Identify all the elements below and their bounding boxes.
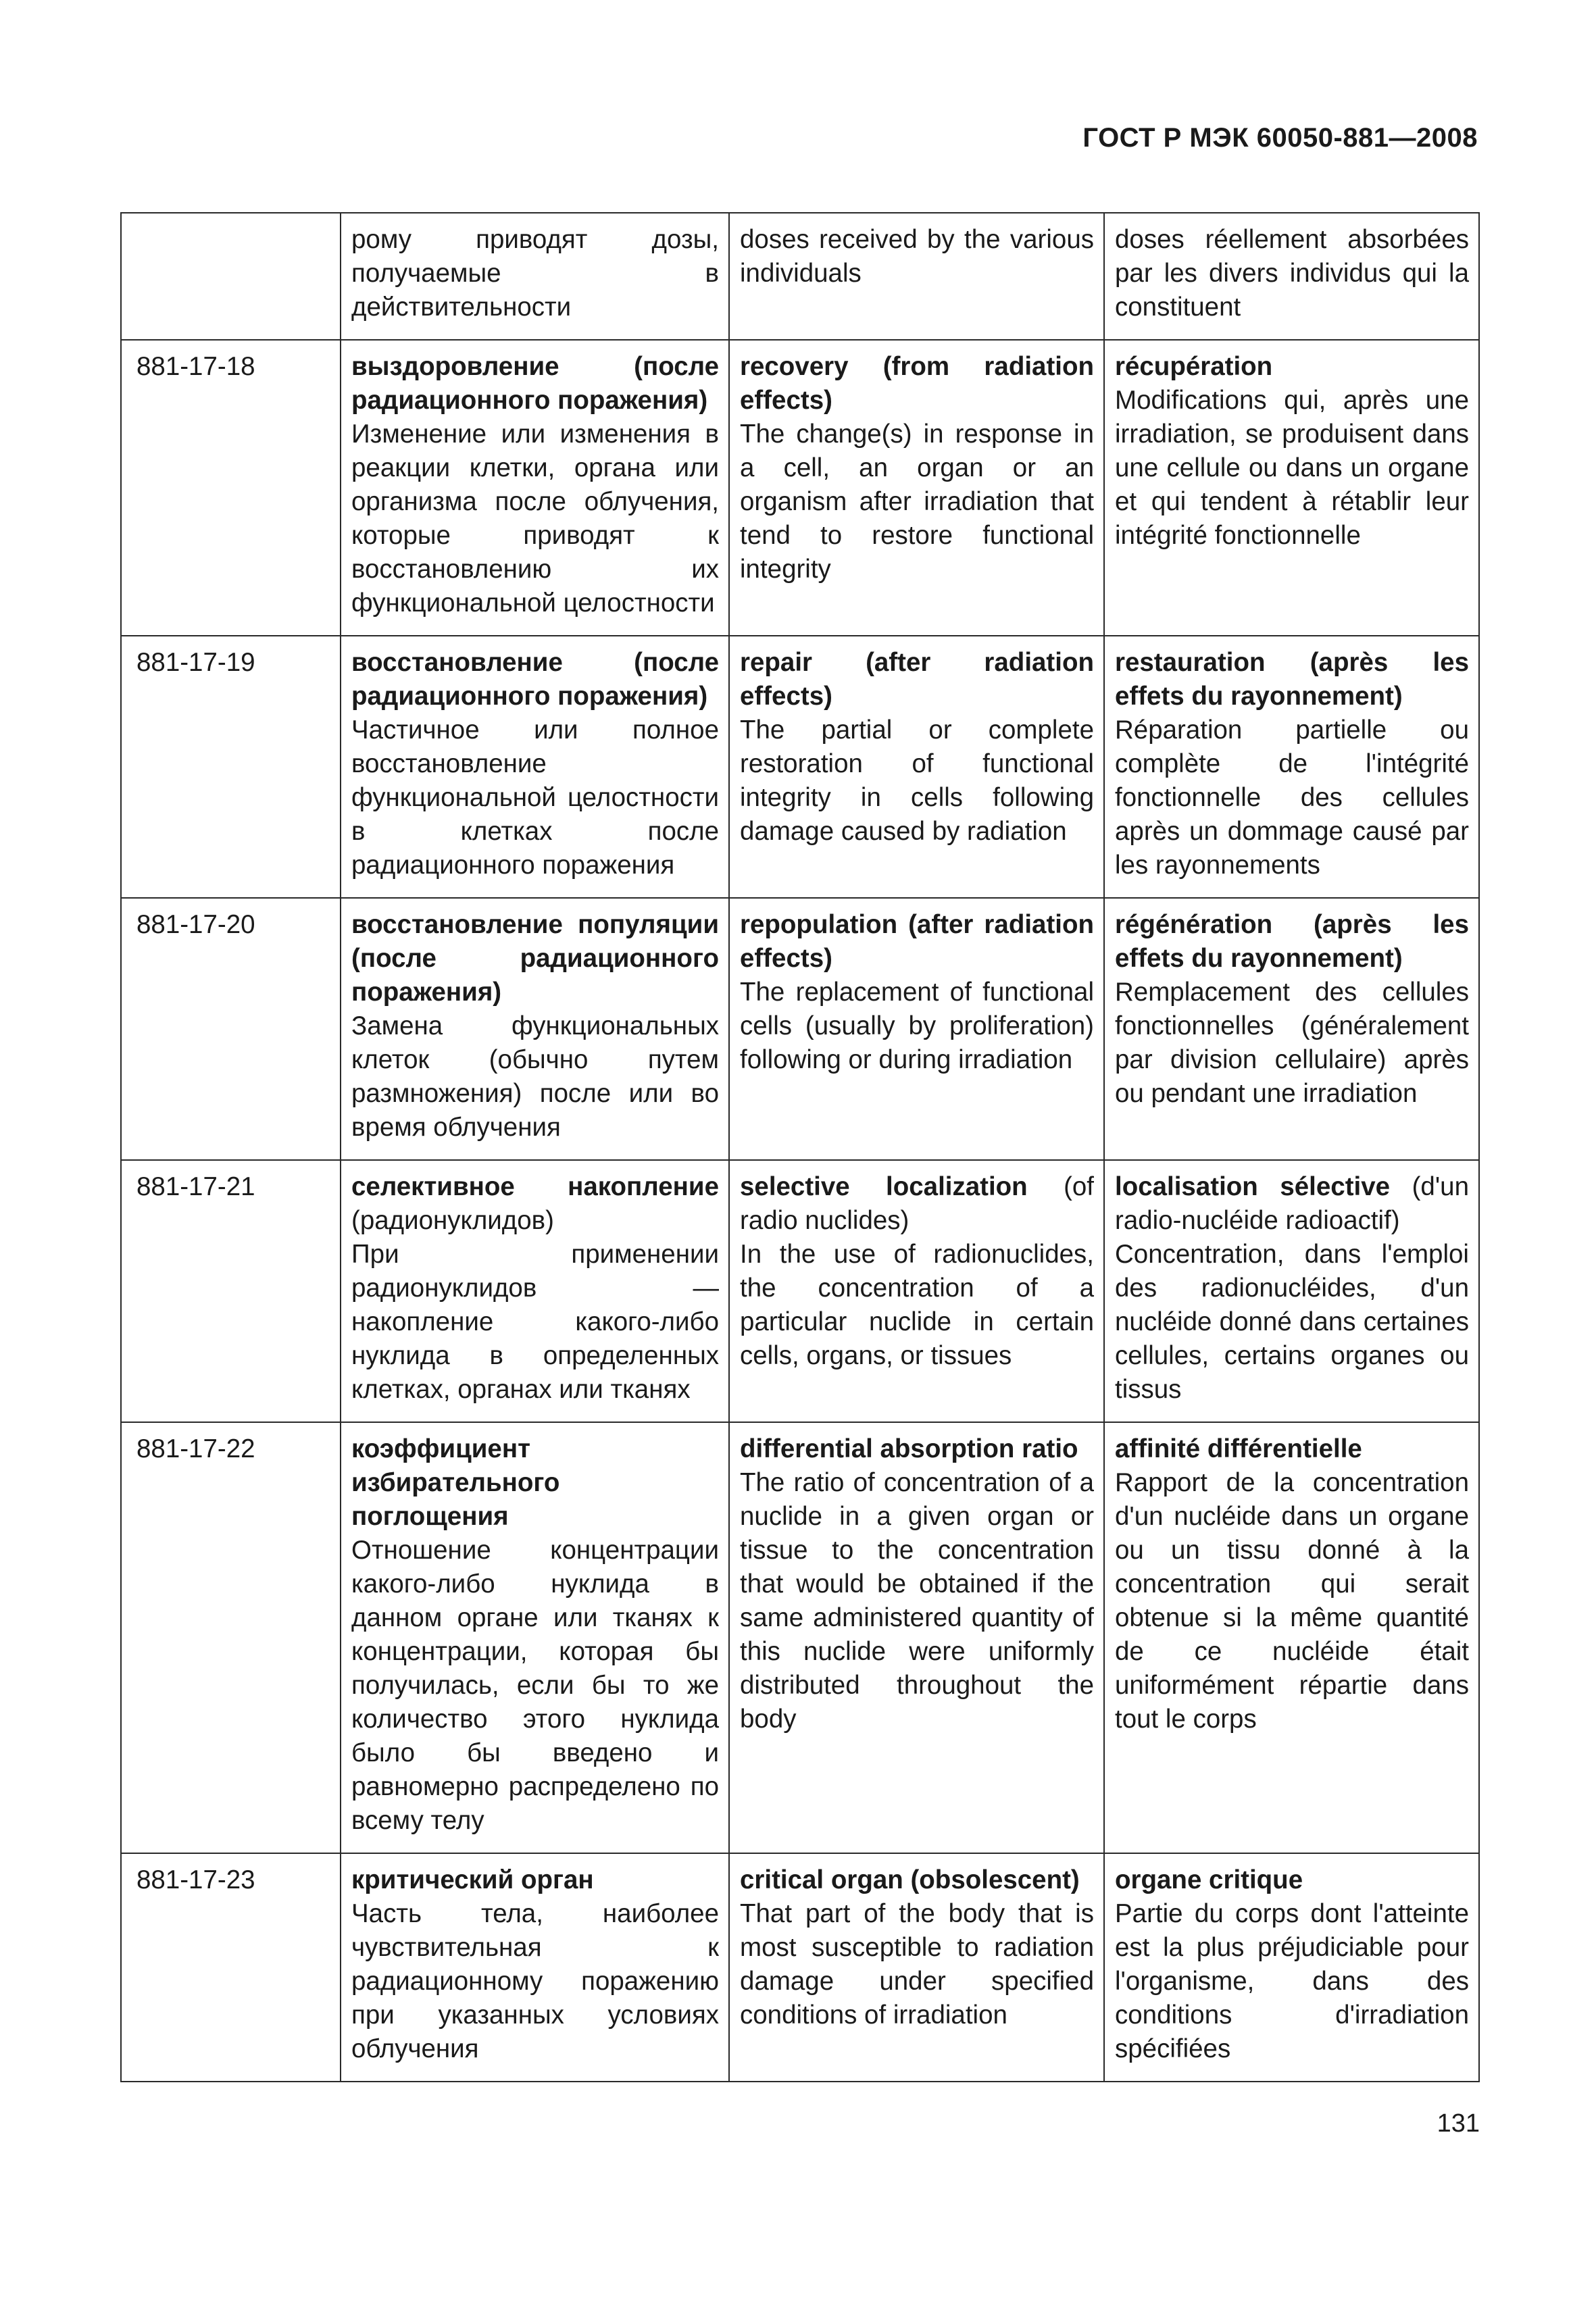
russian-definition: Отношение концентрации какого-либо нуклида в данном органе или тканях к концентрации, которая бы получилась, если бы то же количество этого нуклида было бы введено и равномерно распределено по всему телу <box>351 1536 719 1835</box>
english-entry-cell <box>729 636 1104 898</box>
french-definition: doses réellement absorbées par les divers individus qui la constituent <box>1115 225 1469 322</box>
term-row <box>121 1853 1479 2082</box>
english-entry-cell <box>729 1853 1104 2082</box>
russian-entry-cell <box>341 1853 729 2082</box>
english-term-qualifier: (of radio nuclides) <box>740 1172 1094 1235</box>
english-term: repair (after radiation effects) <box>740 648 1094 711</box>
term-row <box>121 340 1479 636</box>
term-code: 881-17-23 <box>136 1865 255 1894</box>
russian-definition: рому приводят дозы, получаемые в действительности <box>351 225 719 322</box>
french-entry-cell <box>1104 898 1479 1160</box>
french-term: régénération (après les effets du rayonnement) <box>1115 910 1469 973</box>
russian-term: выздоровление (после радиационного поражения) <box>351 352 719 415</box>
russian-entry-cell <box>341 1160 729 1422</box>
french-term: localisation sélective <box>1115 1172 1391 1201</box>
english-term: repopulation (after radiation effects) <box>740 910 1094 973</box>
russian-term: селективное накопление <box>351 1172 719 1201</box>
russian-definition: Часть тела, наиболее чувствительная к радиационному поражению при указанных условиях облучения <box>351 1899 719 2063</box>
term-code: 881-17-18 <box>136 352 255 381</box>
russian-term: восстановление популяции (после радиационного поражения) <box>351 910 719 1007</box>
french-term: organe critique <box>1115 1865 1303 1894</box>
english-definition: doses received by the various individuals <box>740 225 1094 288</box>
french-entry-cell <box>1104 1160 1479 1422</box>
term-row <box>121 898 1479 1160</box>
russian-entry-cell <box>341 898 729 1160</box>
french-term: affinité différentielle <box>1115 1434 1362 1463</box>
term-code-cell <box>121 340 341 636</box>
english-term: selective localization <box>740 1172 1028 1201</box>
french-entry-cell <box>1104 1422 1479 1853</box>
russian-entry-cell <box>341 636 729 898</box>
term-code-cell <box>121 898 341 1160</box>
french-entry-cell <box>1104 340 1479 636</box>
english-term: differential absorption ratio <box>740 1434 1078 1463</box>
russian-term: критический орган <box>351 1865 594 1894</box>
term-code: 881-17-20 <box>136 910 255 939</box>
term-code-cell <box>121 213 341 340</box>
russian-definition: Изменение или изменения в реакции клетки, органа или организма после облучения, которые приводят к восстановлению их функциональной целостности <box>351 420 719 618</box>
document-header: ГОСТ Р МЭК 60050-881—2008 <box>1082 123 1478 153</box>
english-entry-cell <box>729 1160 1104 1422</box>
english-definition: That part of the body that is most susceptible to radiation damage under specified conditions of irradiation <box>740 1899 1094 2030</box>
term-code-cell <box>121 636 341 898</box>
term-code: 881-17-19 <box>136 648 255 677</box>
english-definition: In the use of radionuclides, the concentration of a particular nuclide in certain cells, organs, or tissues <box>740 1240 1094 1370</box>
term-code: 881-17-21 <box>136 1172 255 1201</box>
russian-entry-cell <box>341 213 729 340</box>
term-row <box>121 213 1479 340</box>
french-definition: Rapport de la concentration d'un nucléide dans un organe ou un tissu donné à la concentration qui serait obtenue si la même quantité de ce nucléide était uniformément répartie dans tout le corps <box>1115 1468 1469 1734</box>
french-term-qualifier: (d'un radio-nucléide radioactif) <box>1115 1172 1469 1235</box>
term-row <box>121 1422 1479 1853</box>
english-term: recovery (from radiation effects) <box>740 352 1094 415</box>
russian-definition: Замена функциональных клеток (обычно путем размножения) после или во время облучения <box>351 1011 719 1142</box>
terminology-table <box>120 212 1480 2082</box>
french-entry-cell <box>1104 636 1479 898</box>
french-definition: Remplacement des cellules fonctionnelles (généralement par division cellulaire) après ou pendant une irradiation <box>1115 978 1469 1108</box>
term-code-cell <box>121 1160 341 1422</box>
term-row <box>121 636 1479 898</box>
french-definition: Réparation partielle ou complète de l'intégrité fonctionnelle des cellules après un dommage causé par les rayonnements <box>1115 715 1469 880</box>
french-term: récupération <box>1115 352 1273 381</box>
russian-term: восстановление (после радиационного поражения) <box>351 648 719 711</box>
russian-entry-cell <box>341 1422 729 1853</box>
term-code: 881-17-22 <box>136 1434 255 1463</box>
french-term: restauration (après les effets du rayonnement) <box>1115 648 1469 711</box>
page-number: 131 <box>1437 2109 1480 2138</box>
russian-term: коэффициент избирательного поглощения <box>351 1434 560 1531</box>
english-definition: The partial or complete restoration of functional integrity in cells following damage caused by radiation <box>740 715 1094 846</box>
russian-entry-cell <box>341 340 729 636</box>
russian-definition: Частичное или полное восстановление функциональной целостности в клетках после радиационного поражения <box>351 715 719 880</box>
french-definition: Partie du corps dont l'atteinte est la plus préjudiciable pour l'organisme, dans des conditions d'irradiation spécifiées <box>1115 1899 1469 2063</box>
term-code-cell <box>121 1853 341 2082</box>
french-entry-cell <box>1104 213 1479 340</box>
term-code-cell <box>121 1422 341 1853</box>
french-definition: Modifications qui, après une irradiation, se produisent dans une cellule ou dans un organe et qui tendent à rétablir leur intégrité fonctionnelle <box>1115 386 1469 550</box>
term-row <box>121 1160 1479 1422</box>
english-definition: The replacement of functional cells (usually by proliferation) following or during irradiation <box>740 978 1094 1074</box>
english-entry-cell <box>729 1422 1104 1853</box>
english-definition: The change(s) in response in a cell, an organ or an organism after irradiation that tend to restore functional integrity <box>740 420 1094 584</box>
english-entry-cell <box>729 213 1104 340</box>
russian-definition: При применении радионуклидов — накопление какого-либо нуклида в определенных клетках, органах или тканях <box>351 1240 719 1404</box>
english-definition: The ratio of concentration of a nuclide in a given organ or tissue to the concentration that would be obtained if the same administered quantity of this nuclide were uniformly distributed throughout the body <box>740 1468 1094 1734</box>
french-entry-cell <box>1104 1853 1479 2082</box>
english-entry-cell <box>729 340 1104 636</box>
russian-term-qualifier: (радионуклидов) <box>351 1206 554 1235</box>
french-definition: Concentration, dans l'emploi des radionucléides, d'un nucléide donné dans certaines cellules, certains organes ou tissus <box>1115 1240 1469 1404</box>
english-entry-cell <box>729 898 1104 1160</box>
english-term: critical organ (obsolescent) <box>740 1865 1080 1894</box>
